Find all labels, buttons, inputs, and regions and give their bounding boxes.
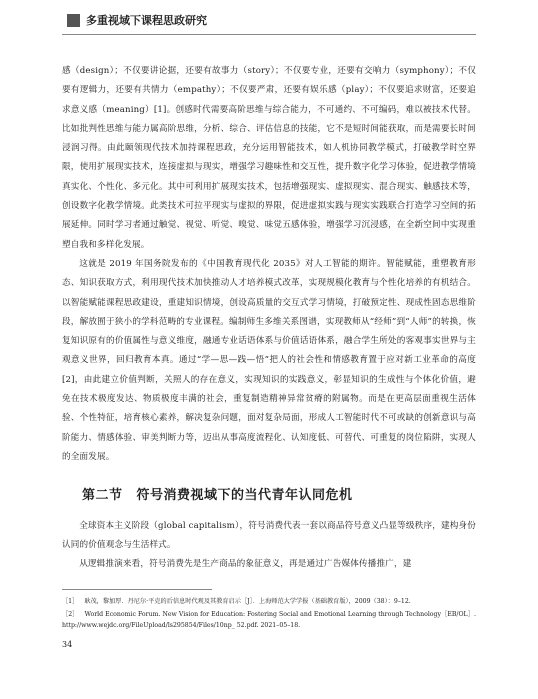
footnote-text: 耿茂，黎加厚．丹尼尔·平克的后信息时代观及其教育启示［J］．上海师范大学学报（基础教育版），2009（38）：9–12. bbox=[84, 598, 411, 605]
body-text bbox=[62, 62, 476, 467]
running-header bbox=[67, 12, 207, 28]
footnotes bbox=[62, 596, 476, 633]
running-header-title: 多重视域下课程思政研究 bbox=[86, 14, 207, 27]
paragraph-1: 感（design）；不仅要讲论据，还要有故事力（story）；不仅要专业，还要有交响力（symphony）；不仅要有逻辑力，还要有共情力（empathy）；不仅要严肃，还要有娱乐感（play）；不仅要追求财富，还要追求意义感（meaning）[1]。创感时代需要高阶思维与综合能力，不可通约、不可编码，难以被技术代替。比如批判性思维与能力属高阶思维，分析、综合、评估信息的技能，它不是短时间能获取，而是需要长时间浸润习得。由此颐领现代技术加持课程思政，充分运用智能技术，如人机协同教学模式，打破教学时空界限，使用扩展现实技术，连接虚拟与现实，增强学习趣味性和交互性，提升数字化学习体验，促进教学情境真实化、个性化、多元化。其中可利用扩展现实技术，包括增强现实、虚拟现实、混合现实、触感技术等，创设数字化教学情境。此类技术可拉平现实与虚拟的界限，促进虚拟实践与现实实践联合打造学习空间的拓展延伸。同时学习者通过触觉、视觉、听觉、嗅觉、味觉五感体验，增强学习沉浸感，在全新空间中实现重塑自我和多样化发展。 bbox=[62, 66, 476, 250]
header-square-icon bbox=[67, 14, 80, 27]
footnote-number: ［2］ bbox=[62, 610, 79, 618]
paragraph-2: 这就是 2019 年国务院发布的《中国教育现代化 2035》对人工智能的期许。智能赋能，重塑教育形态、知识获取方式，利用现代技术加快推动人才培养模式改革，实现规模化教育与个性化培养的有机结合。以智能赋能课程思政建设，重建知识情境，创设高质量的交互式学习情境，打破预定性、现成性固态思维阶段，解放囿于狭小的学科范畴的专业课程。编制师生多维关系图谱，实现教师从“经师”到“人师”的转换，恢复知识原有的价值属性与意义维度，融通专业话语体系与价值话语体系，融合学生所处的客观事实世界与主观意义世界，回归教育本真。通过“学—思—践—悟”把人的社会性和情感教育置于应对新工业革命的高度[2]，由此建立价值判断，关照人的存在意义，实现知识的实践意义，彰显知识的生成性与个体化价值，避免在技术极度发达、物质极度丰满的社会，重复制造精神异常贫瘠的附属物。而是在更高层面重视生活体验、个性特征，培育核心素养，解决复杂问题，面对复杂局面，形成人工智能时代不可或缺的创新意识与高阶能力、情感体验、审美判断力等，迈出从事高度流程化、认知度低、可替代、可重复的岗位陷阱，实现人的全面发展。 bbox=[62, 258, 476, 462]
header-rule bbox=[62, 34, 476, 35]
page-number: 34 bbox=[62, 640, 73, 649]
section-paragraph-1: 全球资本主义阶段（global capitalism），符号消费代表一套以商品符号意义凸显等级秩序，建构身份认同的价值观念与生活样式。 bbox=[62, 521, 476, 550]
footnote-rule bbox=[62, 589, 212, 590]
footnote-number: ［1］ bbox=[62, 598, 79, 605]
footnote-item bbox=[62, 596, 476, 608]
footnote-text: World Economic Forum. New Vision for Education: Fostering Social and Emotional Learning through Technology［EB/OL］. http://www.wejdc.org/FileUpload/ls295854/Files/10np_ 52.pdf. 2021–05–18. bbox=[62, 610, 476, 629]
section-title: 符号消费视域下的当代青年认同危机 bbox=[136, 488, 353, 503]
section-number: 第二节 bbox=[82, 488, 123, 503]
footnote-item bbox=[62, 609, 476, 632]
section-body-text bbox=[62, 517, 476, 574]
section-heading bbox=[82, 484, 353, 503]
section-paragraph-2: 从逻辑推演来看，符号消费先是生产商品的象征意义，再是通过广告媒体传播推广，建 bbox=[79, 559, 412, 569]
